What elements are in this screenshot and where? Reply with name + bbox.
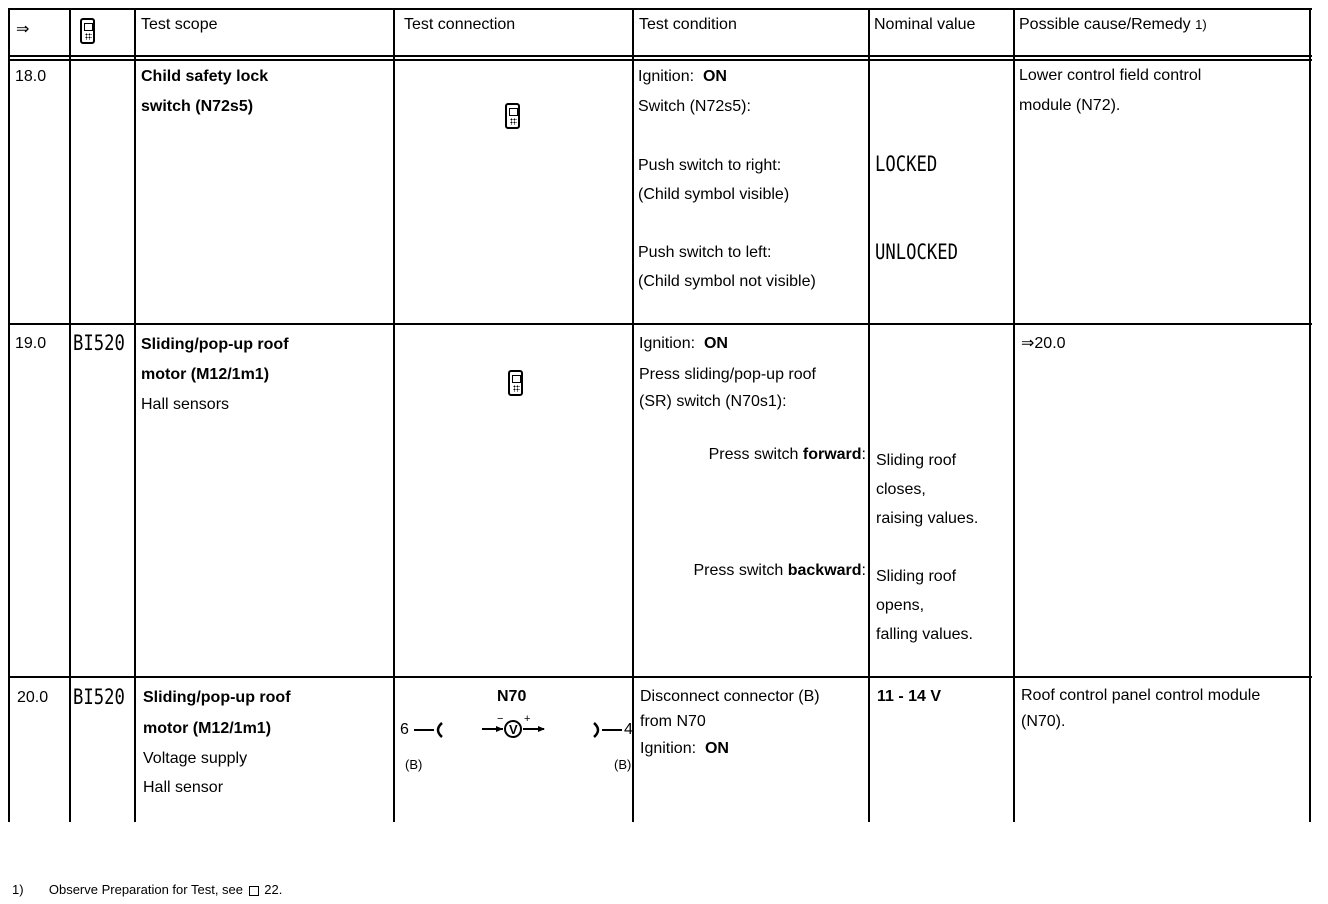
voltmeter-label: V	[509, 722, 518, 737]
header-test-condition: Test condition	[639, 16, 737, 33]
remedy-line: ⇒20.0	[1021, 335, 1066, 352]
footnote-marker: 1)	[12, 882, 24, 897]
tester-icon	[505, 103, 520, 129]
condition-ignition: Ignition: ON	[639, 335, 728, 352]
footnote-page: 22.	[264, 882, 283, 897]
blink-code: BI520	[73, 685, 125, 709]
condition-ignition: Ignition: ON	[638, 68, 727, 85]
condition-line: Switch (N72s5):	[638, 98, 751, 115]
condition-forward: Press switch forward:	[708, 446, 866, 463]
header-test-scope: Test scope	[141, 16, 218, 33]
col-line-0	[8, 8, 10, 822]
svg-text:−: −	[497, 714, 504, 725]
row-divider-18	[8, 323, 1312, 325]
step-number: 19.0	[15, 335, 47, 352]
connection-left-pin: 6	[400, 721, 409, 738]
header-possible-cause: Possible cause/Remedy 1)	[1019, 16, 1207, 33]
condition-line: (Child symbol visible)	[638, 186, 790, 203]
plug-right-icon	[588, 718, 624, 742]
test-scope-line: Child safety lock	[141, 68, 269, 85]
col-line-5	[868, 8, 870, 822]
connection-module-label: N70	[497, 688, 527, 705]
tester-icon	[80, 18, 95, 44]
condition-ignition: Ignition: ON	[640, 740, 729, 757]
condition-line: (Child symbol not visible)	[638, 273, 816, 290]
voltmeter-icon	[480, 714, 548, 744]
condition-backward: Press switch backward:	[693, 562, 866, 579]
nominal-value: 11 - 14 V	[877, 688, 942, 705]
remedy-line: Lower control field control	[1019, 67, 1202, 84]
header-divider	[8, 55, 1312, 57]
footnote-text: Observe Preparation for Test, see	[48, 882, 243, 897]
header-test-connection: Test connection	[404, 16, 516, 33]
connection-left-connector: (B)	[405, 757, 423, 772]
footnote	[12, 882, 282, 897]
connection-right-pin: 4	[624, 721, 633, 738]
reference-box-icon	[249, 886, 259, 896]
nominal-line: closes,	[876, 481, 926, 498]
col-line-6	[1013, 8, 1015, 822]
col-line-4	[632, 8, 634, 822]
condition-line: (SR) switch (N70s1):	[639, 393, 787, 410]
test-scope-line: motor (M12/1m1)	[143, 720, 272, 737]
remedy-line: (N70).	[1021, 713, 1066, 730]
col-line-3	[393, 8, 395, 822]
remedy-line: module (N72).	[1019, 97, 1121, 114]
tester-icon	[508, 370, 523, 396]
condition-line: Disconnect connector (B)	[640, 688, 820, 705]
condition-line: Push switch to left:	[638, 244, 772, 261]
step-number: 18.0	[15, 68, 47, 85]
test-scope-line: Hall sensors	[141, 396, 230, 413]
blink-code: BI520	[73, 331, 125, 355]
header-nominal-value: Nominal value	[874, 16, 976, 33]
svg-text:+: +	[524, 714, 531, 725]
nominal-line: Sliding roof	[876, 568, 957, 585]
nominal-line: raising values.	[876, 510, 979, 527]
nominal-display-value: LOCKED	[875, 152, 938, 176]
test-scope-line: Sliding/pop-up roof	[141, 336, 289, 353]
plug-left-icon	[412, 718, 448, 742]
test-scope-line: Hall sensor	[143, 779, 224, 796]
condition-line: from N70	[640, 713, 706, 730]
remedy-line: Roof control panel control module	[1021, 687, 1261, 704]
header-arrow: ⇒	[16, 21, 30, 38]
connection-right-connector: (B)	[614, 757, 632, 772]
test-scope-line: switch (N72s5)	[141, 98, 254, 115]
step-number: 20.0	[17, 689, 49, 706]
nominal-line: opens,	[876, 597, 925, 614]
col-line-2	[134, 8, 136, 822]
nominal-line: Sliding roof	[876, 452, 957, 469]
col-line-1	[69, 8, 71, 822]
condition-line: Press sliding/pop-up roof	[639, 366, 816, 383]
nominal-line: falling values.	[876, 626, 973, 643]
nominal-display-value: UNLOCKED	[875, 240, 958, 264]
test-scope-line: Sliding/pop-up roof	[143, 689, 291, 706]
test-scope-line: motor (M12/1m1)	[141, 366, 270, 383]
condition-line: Push switch to right:	[638, 157, 782, 174]
col-line-7	[1309, 8, 1311, 822]
test-scope-line: Voltage supply	[143, 750, 248, 767]
row-divider-19	[8, 676, 1312, 678]
